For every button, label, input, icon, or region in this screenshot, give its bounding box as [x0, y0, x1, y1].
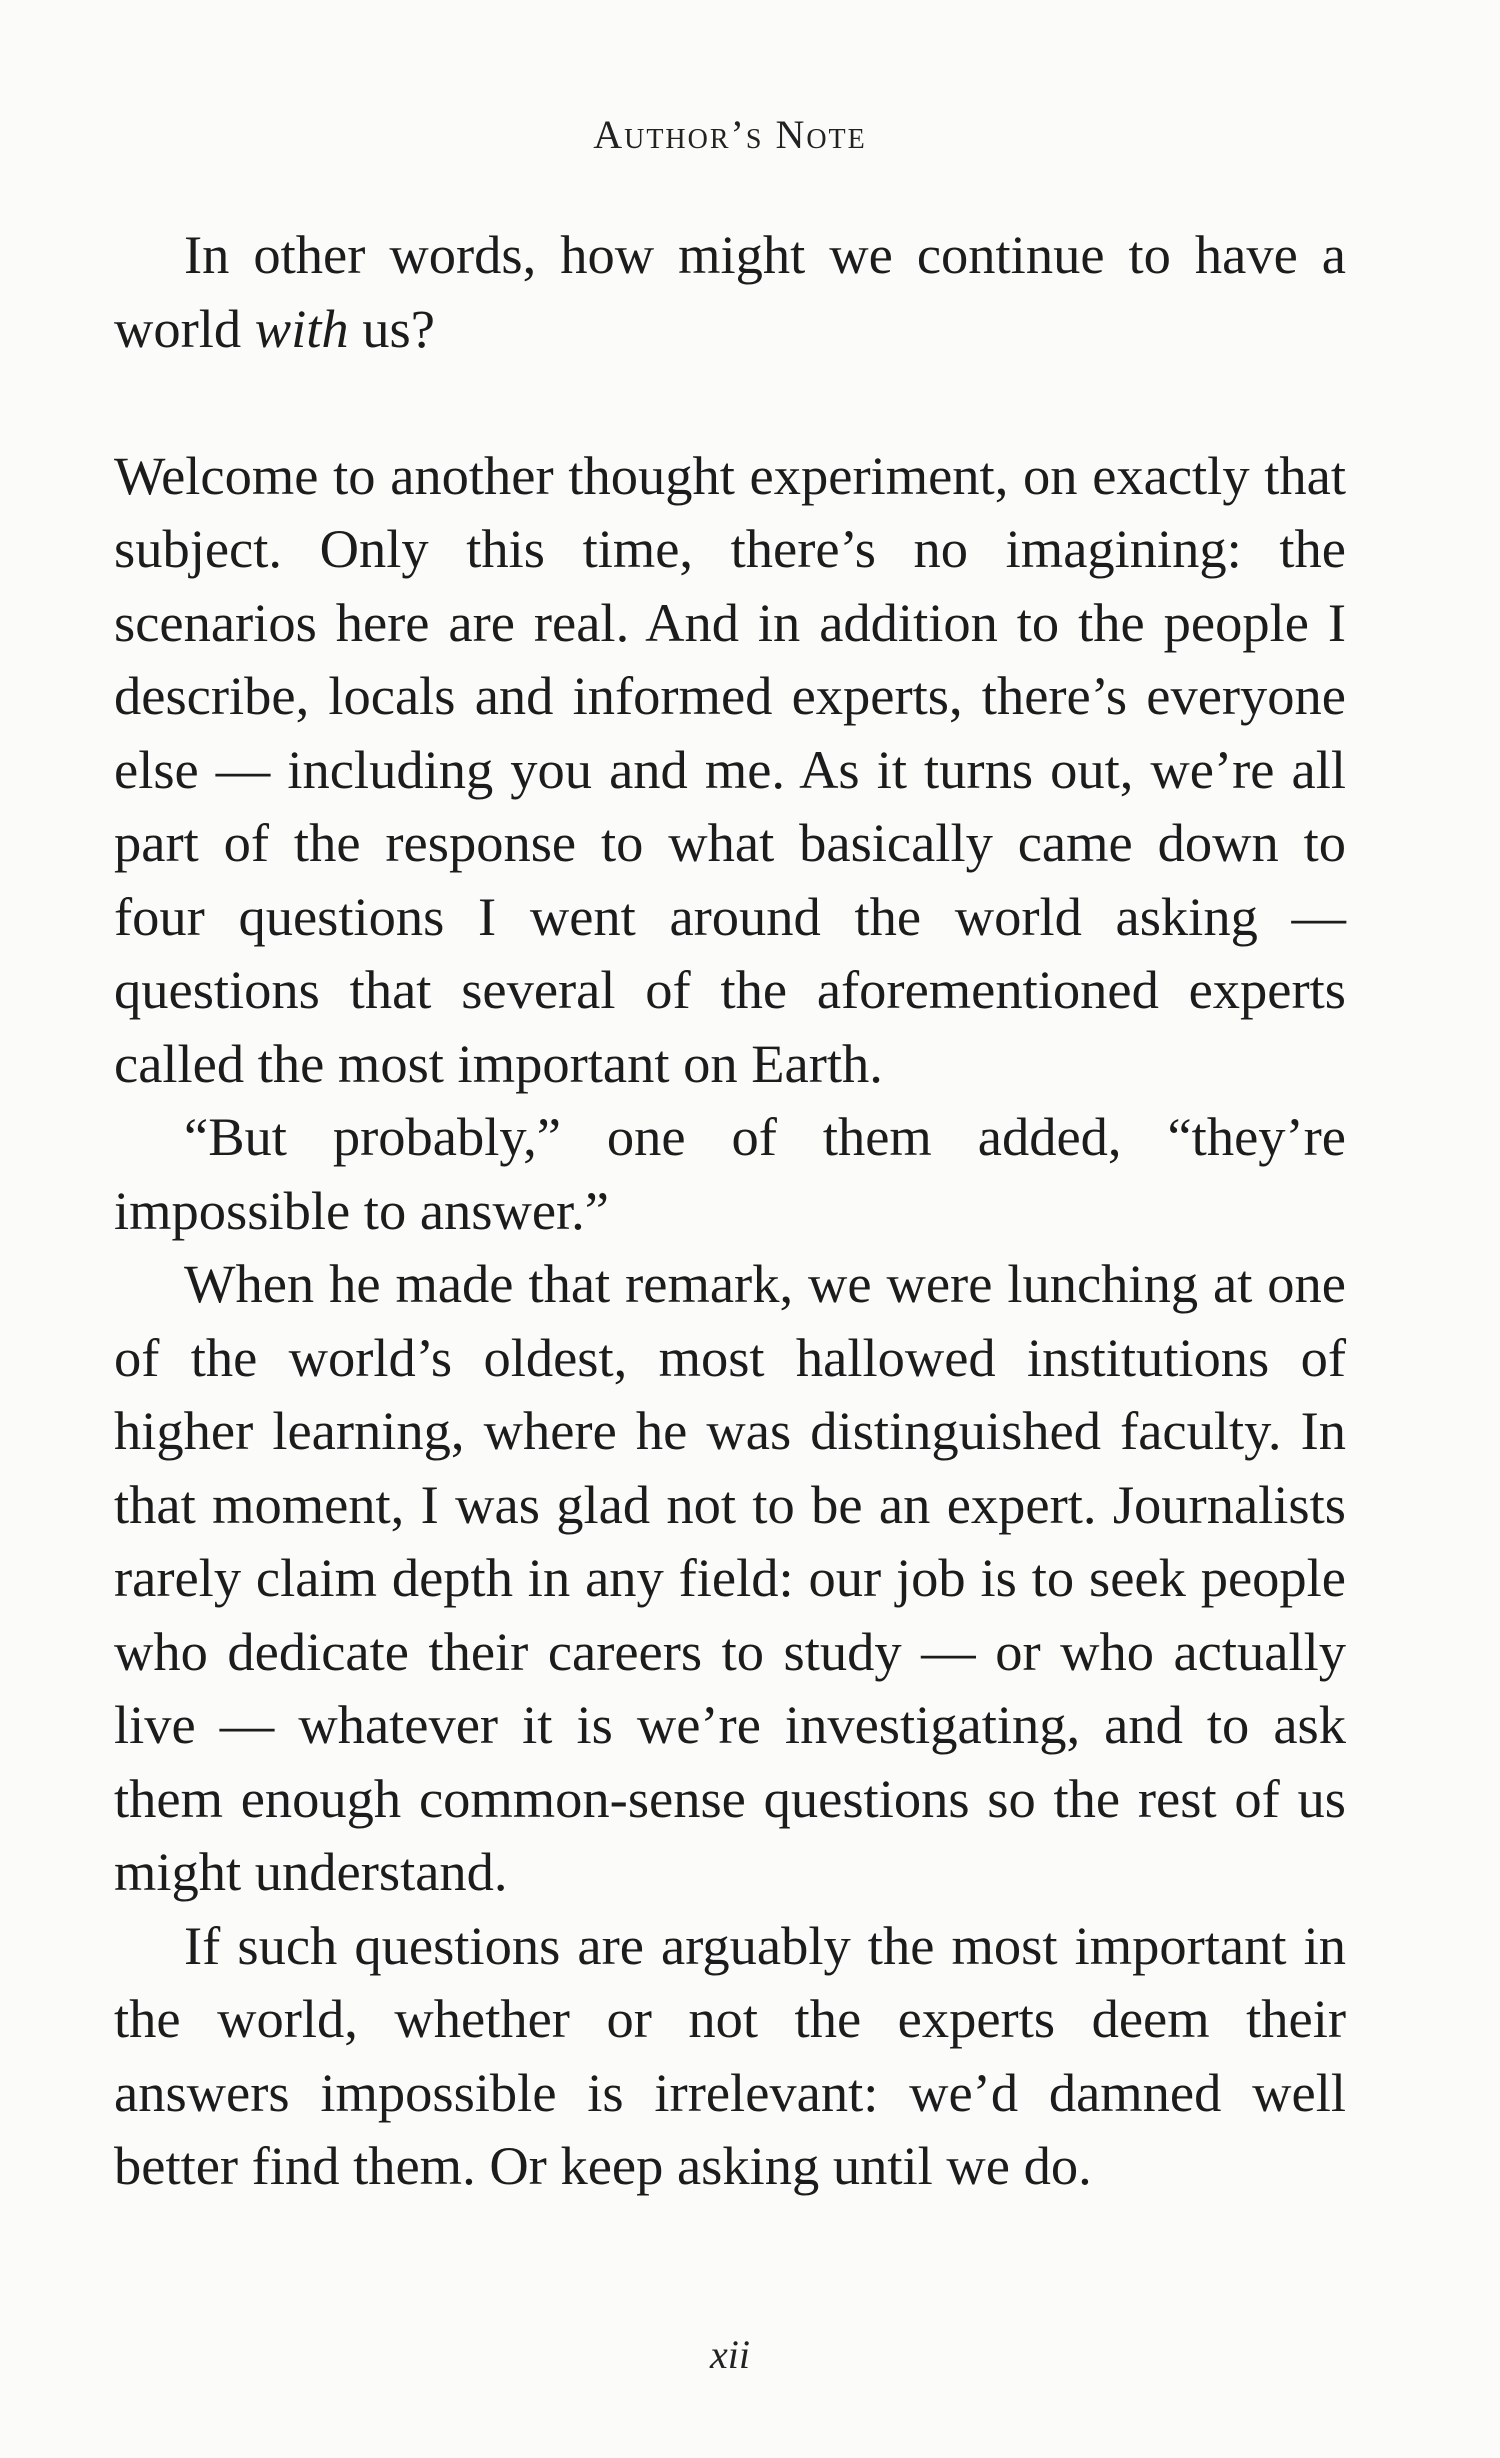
paragraph-opening-end: us? [348, 297, 435, 359]
running-head: Author’s Note [593, 112, 867, 157]
paragraph-such-questions: If such questions are arguably the most important in the world, whether or not the experts deem their answers impossible is irrelevant: we’d damned well better find them. Or keep asking until we do. [114, 1914, 1346, 2196]
paragraph-impossible-quote: “But probably,” one of them added, “they’re impossible to answer.” [114, 1106, 1346, 1241]
book-page [114, 110, 1346, 2410]
paragraph-opening-text: In other words, how might we continue to have a world [114, 224, 1346, 359]
paragraph-lunching: When he made that remark, we were lunching at one of the world’s oldest, most hallowed institutions of higher learning, where he was distinguished faculty. In that moment, I was glad not to be an expert. Journalists rarely claim depth in any field: our job is to seek people who dedicate their careers to study — or who actually live — whatever it is we’re investigating, and to ask them enough common-sense questions so the rest of us might understand. [114, 1253, 1346, 1902]
page-number: xii [710, 2332, 750, 2377]
emphasis-with: with [254, 297, 349, 359]
paragraph-thought-experiment: Welcome to another thought experiment, on exactly that subject. Only this time, there’s no imagining: the scenarios here are real. And in addition to the people I describe, locals and informed experts, there’s everyone else — including you and me. As it turns out, we’re all part of the response to what basically came down to four questions I went around the world asking — questions that several of the aforementioned experts called the most important on Earth. [114, 444, 1346, 1094]
paragraph-opening [114, 218, 1346, 365]
body-text [114, 218, 1346, 2203]
